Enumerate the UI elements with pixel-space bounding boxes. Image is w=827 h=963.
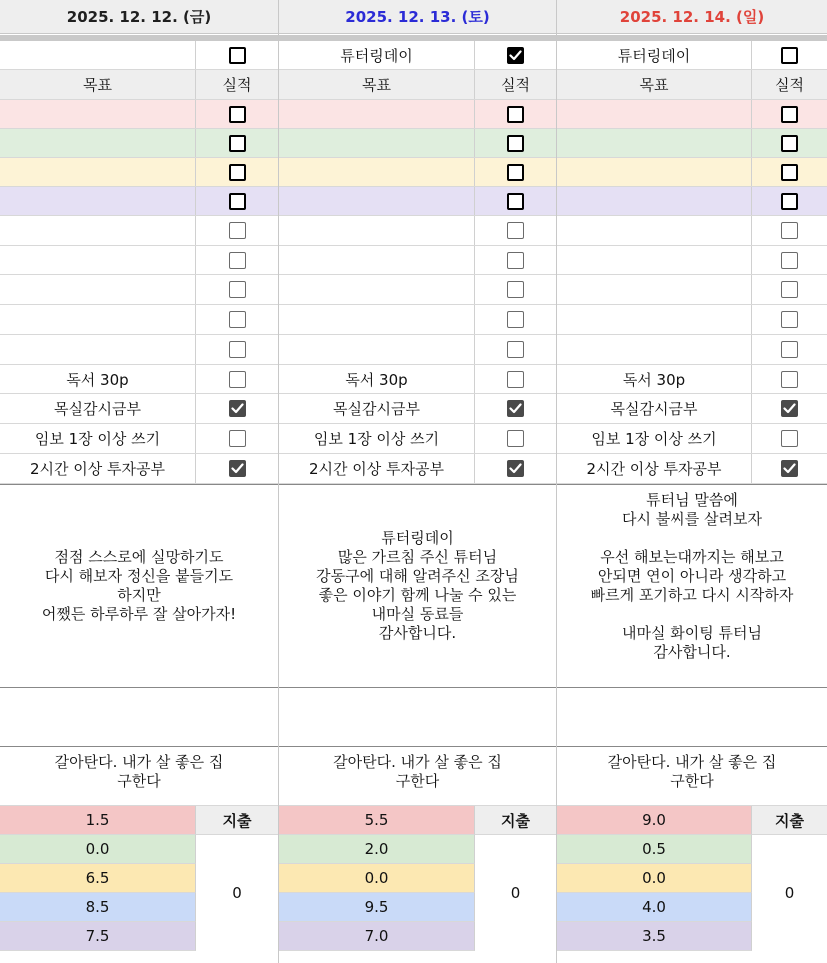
goal-cell[interactable] <box>279 335 475 364</box>
column-separator <box>556 0 557 963</box>
daily-memo[interactable]: 튜터링데이 많은 가르침 주신 튜터님 강동구에 대해 알려주신 조장님 좋은 이야기 함께 나눌 수 있는 내마실 동료들 감사합니다. <box>279 484 556 688</box>
goal-cell[interactable] <box>557 158 752 186</box>
goal-checkbox[interactable] <box>229 252 246 269</box>
goal-checkbox[interactable] <box>229 281 246 298</box>
income-cell[interactable]: 2.0 <box>279 835 475 864</box>
goal-checkbox[interactable] <box>507 430 524 447</box>
result-cell <box>196 365 278 393</box>
checkmark-icon <box>509 50 522 61</box>
goal-checkbox[interactable] <box>229 460 246 477</box>
result-cell <box>475 129 556 157</box>
goal-row <box>557 246 827 275</box>
result-cell <box>752 187 827 215</box>
goal-cell[interactable]: 2시간 이상 투자공부 <box>279 454 475 483</box>
goal-row <box>0 158 278 187</box>
goal-row <box>0 394 278 424</box>
income-cell[interactable]: 5.5 <box>279 806 475 835</box>
income-cell[interactable]: 1.5 <box>0 806 196 835</box>
goal-row <box>279 129 556 158</box>
goal-row <box>0 424 278 454</box>
title-checkbox[interactable] <box>229 47 246 64</box>
column-header-row <box>279 70 556 100</box>
result-cell <box>196 424 278 453</box>
goal-cell[interactable]: 2시간 이상 투자공부 <box>0 454 196 483</box>
goal-row <box>0 454 278 484</box>
result-cell <box>475 100 556 128</box>
result-cell <box>475 187 556 215</box>
header-separator <box>0 35 827 41</box>
goal-row <box>557 275 827 305</box>
goal-row <box>279 216 556 246</box>
result-cell <box>475 246 556 274</box>
goal-cell[interactable] <box>557 275 752 304</box>
expense-label: 지출 <box>475 806 556 835</box>
income-cell[interactable]: 0.0 <box>279 864 475 893</box>
result-cell <box>196 158 278 186</box>
result-cell <box>475 454 556 483</box>
expense-label: 지출 <box>752 806 827 835</box>
goal-row <box>557 335 827 365</box>
goal-cell[interactable]: 목실감시금부 <box>557 394 752 423</box>
result-cell <box>196 246 278 274</box>
goal-cell[interactable] <box>557 305 752 334</box>
goal-checkbox[interactable] <box>507 164 524 181</box>
daily-memo[interactable]: 튜터님 말씀에 다시 불씨를 살려보자 우선 해보는대까지는 해보고 안되면 연이 아니라 생각하고 빠르게 포기하고 다시 시작하자 내마실 화이팅 튜터님 감사합니다. <box>557 484 827 688</box>
goal-row <box>557 129 827 158</box>
goal-cell[interactable] <box>0 100 196 128</box>
title-row <box>279 41 556 70</box>
goal-checkbox[interactable] <box>781 252 798 269</box>
result-cell <box>475 394 556 423</box>
goal-cell[interactable] <box>279 216 475 245</box>
income-cell[interactable]: 0.0 <box>0 835 196 864</box>
goal-row <box>557 365 827 394</box>
goal-row <box>0 187 278 216</box>
expense-value[interactable]: 0 <box>784 884 795 902</box>
goal-checkbox[interactable] <box>781 460 798 477</box>
column-separator <box>278 0 279 963</box>
expense-label: 지출 <box>196 806 278 835</box>
goal-row <box>279 187 556 216</box>
goal-row <box>0 246 278 275</box>
blank-cell[interactable] <box>557 688 827 747</box>
result-cell <box>752 158 827 186</box>
result-cell <box>196 305 278 334</box>
goal-cell[interactable] <box>279 158 475 186</box>
goal-checkbox[interactable] <box>781 222 798 239</box>
result-header: 실적 <box>775 76 804 94</box>
goal-cell[interactable] <box>557 335 752 364</box>
column-header-row <box>0 70 278 100</box>
result-cell <box>752 246 827 274</box>
goal-cell[interactable] <box>279 129 475 157</box>
goal-checkbox[interactable] <box>507 193 524 210</box>
goal-cell[interactable] <box>279 275 475 304</box>
goal-row <box>0 129 278 158</box>
goal-row <box>557 305 827 335</box>
goal-note[interactable]: 갈아탄다. 내가 살 좋은 집 구한다 <box>557 747 827 806</box>
blank-cell[interactable] <box>279 688 556 747</box>
goal-cell[interactable] <box>279 100 475 128</box>
checkmark-icon <box>231 463 244 474</box>
goal-checkbox[interactable] <box>229 341 246 358</box>
goal-checkbox[interactable] <box>781 341 798 358</box>
goal-header: 목표 <box>557 70 752 99</box>
result-cell <box>475 216 556 245</box>
goal-row <box>279 100 556 129</box>
column-header-row <box>557 70 827 100</box>
title-checkbox[interactable] <box>781 47 798 64</box>
goal-row <box>0 100 278 129</box>
goal-cell[interactable] <box>557 129 752 157</box>
result-cell <box>475 158 556 186</box>
goal-checkbox[interactable] <box>507 460 524 477</box>
goal-row <box>0 365 278 394</box>
result-cell <box>752 41 827 69</box>
goal-cell[interactable] <box>0 275 196 304</box>
goal-checkbox[interactable] <box>781 106 798 123</box>
day-title <box>0 41 196 69</box>
result-cell <box>752 129 827 157</box>
income-cell[interactable]: 7.5 <box>0 922 196 951</box>
goal-checkbox[interactable] <box>781 400 798 417</box>
income-cell[interactable]: 0.0 <box>557 864 752 893</box>
goal-checkbox[interactable] <box>507 252 524 269</box>
goal-cell[interactable] <box>279 305 475 334</box>
goal-checkbox[interactable] <box>781 193 798 210</box>
goal-cell[interactable] <box>557 187 752 215</box>
result-cell <box>475 41 556 69</box>
goal-cell[interactable] <box>0 335 196 364</box>
goal-cell[interactable] <box>0 305 196 334</box>
result-cell <box>752 216 827 245</box>
result-cell <box>752 275 827 304</box>
result-cell <box>752 394 827 423</box>
result-cell <box>196 454 278 483</box>
result-cell <box>475 424 556 453</box>
goal-row <box>279 424 556 454</box>
checkmark-icon <box>231 403 244 414</box>
result-cell <box>752 365 827 393</box>
goal-checkbox[interactable] <box>781 281 798 298</box>
income-cell[interactable]: 0.5 <box>557 835 752 864</box>
goal-checkbox[interactable] <box>229 135 246 152</box>
goal-checkbox[interactable] <box>507 311 524 328</box>
goal-cell[interactable]: 독서 30p <box>279 365 475 393</box>
title-checkbox[interactable] <box>507 47 524 64</box>
goal-cell[interactable] <box>279 246 475 274</box>
income-cell[interactable]: 4.0 <box>557 893 752 922</box>
result-cell <box>196 216 278 245</box>
goal-checkbox[interactable] <box>781 430 798 447</box>
checkmark-icon <box>509 403 522 414</box>
goal-row <box>279 305 556 335</box>
goal-checkbox[interactable] <box>507 400 524 417</box>
checkmark-icon <box>509 463 522 474</box>
goal-row <box>279 394 556 424</box>
goal-row <box>279 275 556 305</box>
expense-value[interactable]: 0 <box>232 884 242 902</box>
goal-checkbox[interactable] <box>229 106 246 123</box>
goal-row <box>0 305 278 335</box>
goal-row <box>557 187 827 216</box>
goal-checkbox[interactable] <box>229 311 246 328</box>
goal-cell[interactable] <box>0 129 196 157</box>
goal-checkbox[interactable] <box>507 135 524 152</box>
result-cell <box>196 129 278 157</box>
title-row <box>557 41 827 70</box>
goal-cell[interactable] <box>0 216 196 245</box>
goal-cell[interactable]: 임보 1장 이상 쓰기 <box>279 424 475 453</box>
day-title: 튜터링데이 <box>279 41 475 69</box>
date-header: 2025. 12. 14. (일) <box>557 0 827 34</box>
result-cell <box>196 187 278 215</box>
goal-checkbox[interactable] <box>781 311 798 328</box>
result-cell <box>475 365 556 393</box>
goal-row <box>557 424 827 454</box>
goal-row <box>557 100 827 129</box>
result-cell <box>475 305 556 334</box>
result-header: 실적 <box>222 76 252 94</box>
result-cell <box>752 424 827 453</box>
goal-row <box>557 394 827 424</box>
result-cell <box>196 100 278 128</box>
goal-row <box>279 335 556 365</box>
goal-row <box>279 158 556 187</box>
goal-checkbox[interactable] <box>229 371 246 388</box>
result-cell <box>196 275 278 304</box>
goal-row <box>557 158 827 187</box>
checkmark-icon <box>783 403 796 414</box>
goal-checkbox[interactable] <box>229 193 246 210</box>
daily-memo[interactable]: 점점 스스로에 실망하기도 다시 해보자 정신을 붙들기도 하지만 어쨌든 하루하루 잘 살아가자! <box>0 484 278 688</box>
goal-cell[interactable]: 2시간 이상 투자공부 <box>557 454 752 483</box>
goal-cell[interactable] <box>557 100 752 128</box>
goal-row <box>0 275 278 305</box>
goal-cell[interactable] <box>279 187 475 215</box>
day-title: 튜터링데이 <box>557 41 752 69</box>
goal-checkbox[interactable] <box>507 281 524 298</box>
goal-cell[interactable] <box>557 246 752 274</box>
income-cell[interactable]: 8.5 <box>0 893 196 922</box>
result-cell <box>752 100 827 128</box>
goal-cell[interactable] <box>0 187 196 215</box>
goal-cell[interactable] <box>0 158 196 186</box>
income-cell[interactable]: 9.0 <box>557 806 752 835</box>
goal-checkbox[interactable] <box>781 371 798 388</box>
result-cell <box>196 394 278 423</box>
goal-cell[interactable]: 목실감시금부 <box>0 394 196 423</box>
goal-cell[interactable]: 임보 1장 이상 쓰기 <box>557 424 752 453</box>
goal-row <box>279 454 556 484</box>
goal-checkbox[interactable] <box>229 222 246 239</box>
blank-cell[interactable] <box>0 688 278 747</box>
income-cell[interactable]: 3.5 <box>557 922 752 951</box>
goal-checkbox[interactable] <box>507 106 524 123</box>
goal-row <box>557 454 827 484</box>
goal-note[interactable]: 갈아탄다. 내가 살 좋은 집 구한다 <box>0 747 278 806</box>
goal-cell[interactable] <box>557 216 752 245</box>
result-cell <box>752 305 827 334</box>
goal-cell[interactable]: 목실감시금부 <box>279 394 475 423</box>
goal-row <box>557 216 827 246</box>
goal-checkbox[interactable] <box>781 164 798 181</box>
goal-checkbox[interactable] <box>229 430 246 447</box>
goal-checkbox[interactable] <box>229 400 246 417</box>
income-cell[interactable]: 9.5 <box>279 893 475 922</box>
goal-cell[interactable]: 독서 30p <box>0 365 196 393</box>
date-header: 2025. 12. 12. (금) <box>0 0 278 34</box>
result-cell <box>475 275 556 304</box>
result-header: 실적 <box>501 76 530 94</box>
goal-row <box>0 335 278 365</box>
income-cell[interactable]: 7.0 <box>279 922 475 951</box>
goal-checkbox[interactable] <box>507 341 524 358</box>
result-cell <box>196 335 278 364</box>
result-cell <box>196 41 278 69</box>
title-row <box>0 41 278 70</box>
goal-header: 목표 <box>279 70 475 99</box>
goal-checkbox[interactable] <box>507 222 524 239</box>
goal-cell[interactable] <box>0 246 196 274</box>
goal-row <box>279 365 556 394</box>
goal-cell[interactable]: 독서 30p <box>557 365 752 393</box>
result-cell <box>752 335 827 364</box>
goal-row <box>279 246 556 275</box>
goal-header: 목표 <box>0 70 196 99</box>
goal-checkbox[interactable] <box>507 371 524 388</box>
goal-row <box>0 216 278 246</box>
result-cell <box>752 454 827 483</box>
goal-note[interactable]: 갈아탄다. 내가 살 좋은 집 구한다 <box>279 747 556 806</box>
goal-checkbox[interactable] <box>229 164 246 181</box>
result-cell <box>475 335 556 364</box>
goal-checkbox[interactable] <box>781 135 798 152</box>
income-cell[interactable]: 6.5 <box>0 864 196 893</box>
date-header: 2025. 12. 13. (토) <box>279 0 556 34</box>
checkmark-icon <box>783 463 796 474</box>
expense-value[interactable]: 0 <box>510 884 521 902</box>
goal-cell[interactable]: 임보 1장 이상 쓰기 <box>0 424 196 453</box>
